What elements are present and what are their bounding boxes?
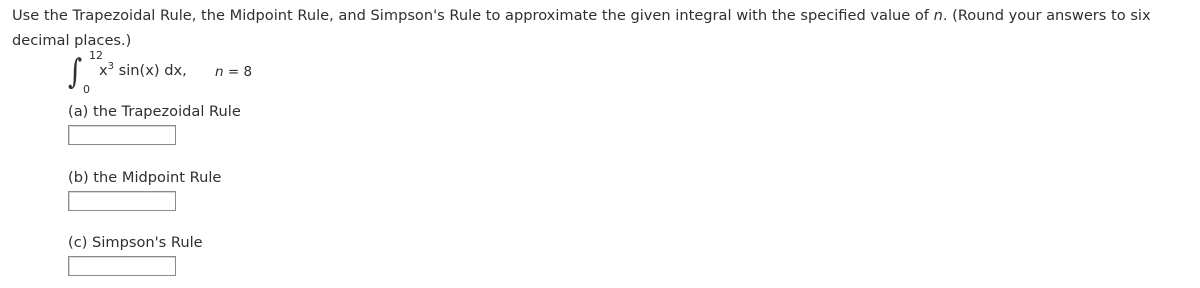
integral-lower-limit: 0 bbox=[83, 83, 90, 96]
n-value: = 8 bbox=[223, 64, 253, 80]
part-c-answer-input[interactable] bbox=[68, 256, 176, 276]
question-text-part-2: . (Round your answers to six decimal places.) bbox=[12, 7, 1151, 49]
integrand-rest: sin(x) dx, bbox=[114, 62, 187, 79]
part-a-answer-input[interactable] bbox=[68, 125, 176, 145]
question-n-symbol: n bbox=[933, 7, 943, 24]
part-b-label: (b) the Midpoint Rule bbox=[68, 169, 222, 186]
question-text bbox=[12, 3, 1188, 53]
n-specification bbox=[215, 62, 252, 82]
n-symbol: n bbox=[215, 64, 224, 80]
question-text-part-1: Use the Trapezoidal Rule, the Midpoint Rule, and Simpson's Rule to approximate the given integral with the specified value of bbox=[12, 7, 929, 24]
part-c-label: (c) Simpson's Rule bbox=[68, 234, 203, 251]
integrand-base: x bbox=[99, 62, 108, 79]
part-a-label: (a) the Trapezoidal Rule bbox=[68, 103, 241, 120]
part-b-answer-input[interactable] bbox=[68, 191, 176, 211]
integral-expression bbox=[68, 49, 268, 98]
integrand-exponent: 3 bbox=[107, 61, 115, 72]
integral-sign: ∫ bbox=[68, 52, 83, 92]
integral-upper-limit: 12 bbox=[89, 49, 103, 62]
integrand bbox=[99, 61, 187, 81]
